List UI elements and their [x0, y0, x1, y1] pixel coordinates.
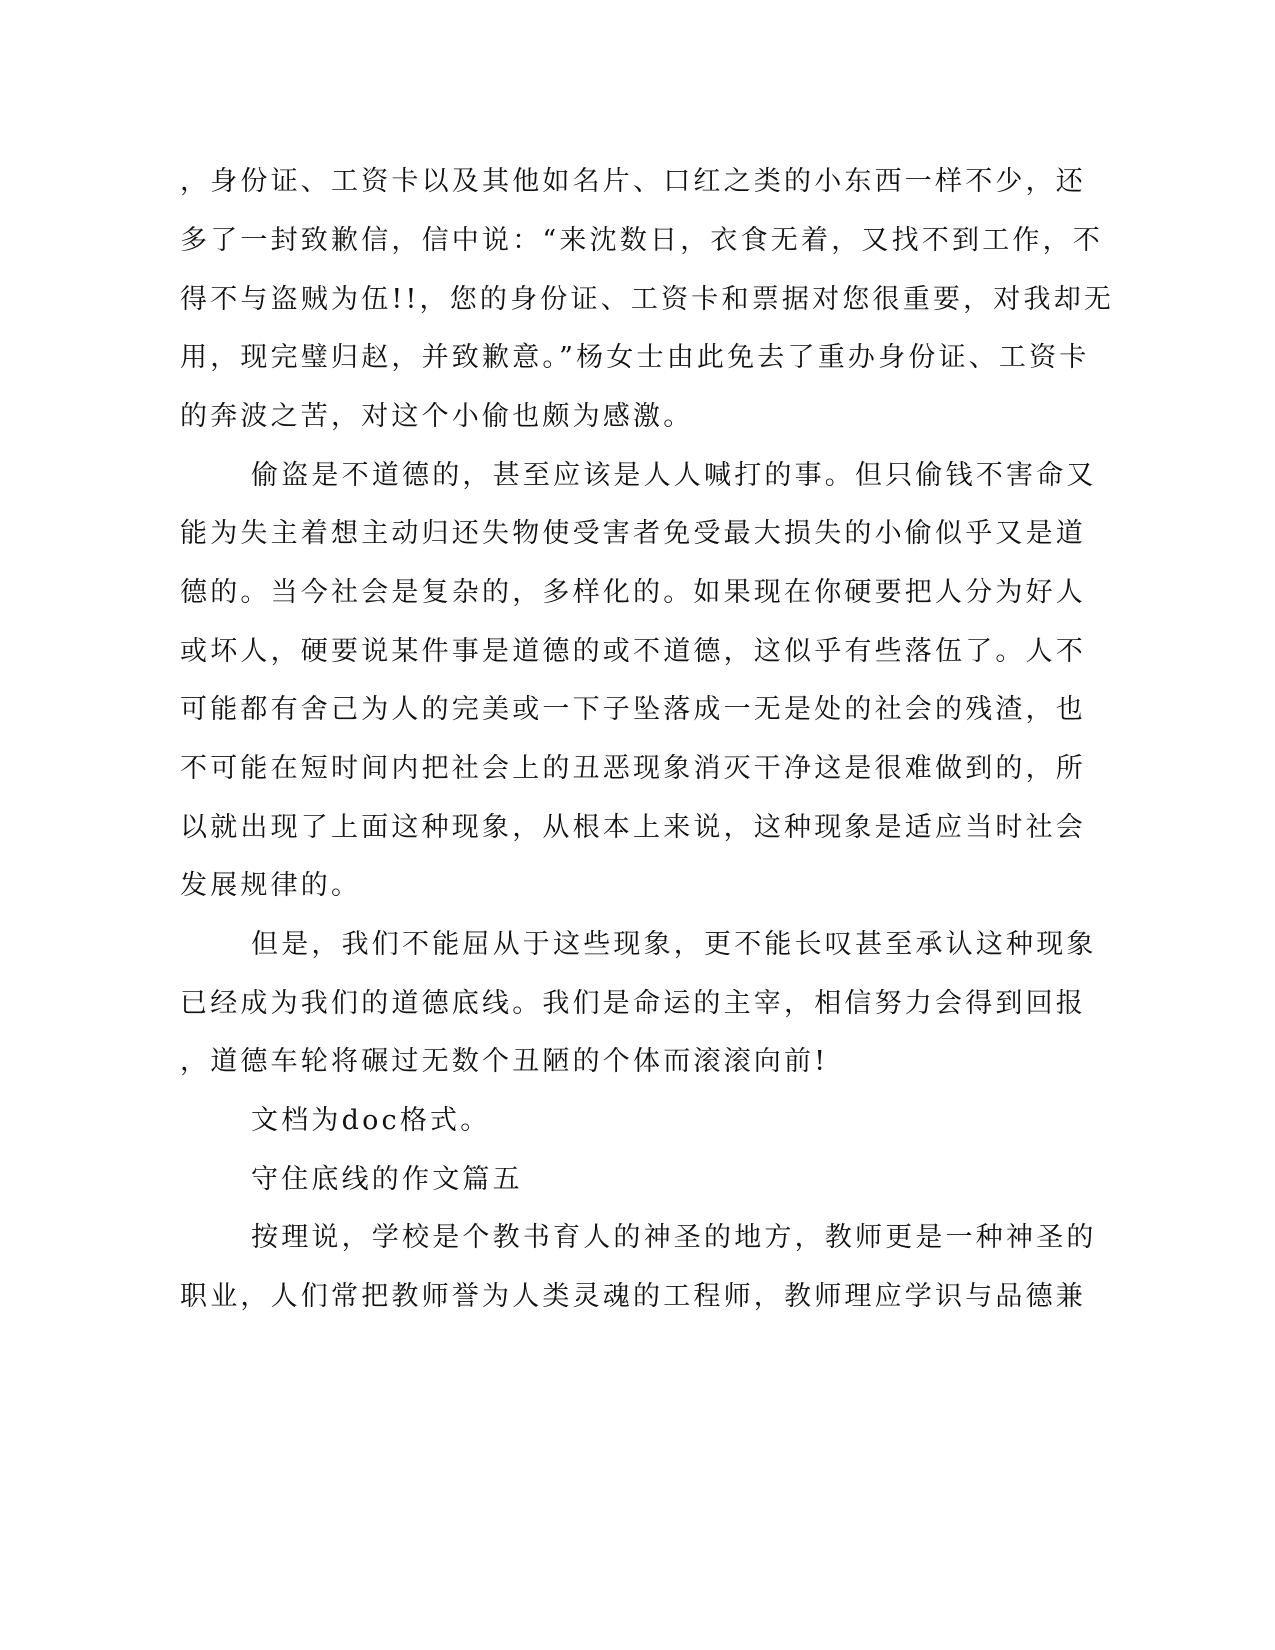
text-line: 能为失主着想主动归还失物使受害者免受最大损失的小偷似乎又是道 [180, 518, 1086, 549]
section-heading: 守住底线的作文篇五 [251, 1164, 523, 1195]
text-line: 的奔波之苦，对这个小偷也颇为感激。 [180, 401, 694, 432]
text-line: 发展规律的。 [180, 870, 362, 901]
paragraph-first-line: 偷盗是不道德的，甚至应该是人人喊打的事。但只偷钱不害命又 [251, 460, 1097, 491]
text-line: 可能都有舍己为人的完美或一下子坠落成一无是处的社会的残渣，也 [180, 694, 1086, 725]
text-line: 不可能在短时间内把社会上的丑恶现象消灭干净这是很难做到的，所 [180, 753, 1086, 784]
text-line: ，身份证、工资卡以及其他如名片、口红之类的小东西一样不少，还 [180, 166, 1086, 197]
text-line: 已经成为我们的道德底线。我们是命运的主宰，相信努力会得到回报 [180, 988, 1086, 1019]
text-line: 职业，人们常把教师誉为人类灵魂的工程师，教师理应学识与品德兼 [180, 1281, 1086, 1312]
format-note: 文档为doc格式。 [251, 1105, 491, 1136]
text-line: 用，现完璧归赵，并致歉意。”杨女士由此免去了重办身份证、工资卡 [180, 342, 1090, 373]
paragraph-first-line: 但是，我们不能屈从于这些现象，更不能长叹甚至承认这种现象 [251, 929, 1097, 960]
paragraph-first-line: 按理说，学校是个教书育人的神圣的地方，教师更是一种神圣的 [251, 1222, 1097, 1253]
text-line: 德的。当今社会是复杂的，多样化的。如果现在你硬要把人分为好人 [180, 577, 1086, 608]
text-line: 得不与盗贼为伍!!，您的身份证、工资卡和票据对您很重要，对我却无 [180, 284, 1115, 315]
text-line: 或坏人，硬要说某件事是道德的或不道德，这似乎有些落伍了。人不 [180, 636, 1086, 667]
text-line: 多了一封致歉信，信中说：“来沈数日，衣食无着，又找不到工作，不 [180, 225, 1104, 256]
text-line: ，道德车轮将碾过无数个丑陋的个体而滚滚向前! [180, 1046, 829, 1077]
text-line: 以就出现了上面这种现象，从根本上来说，这种现象是适应当时社会 [180, 812, 1086, 843]
